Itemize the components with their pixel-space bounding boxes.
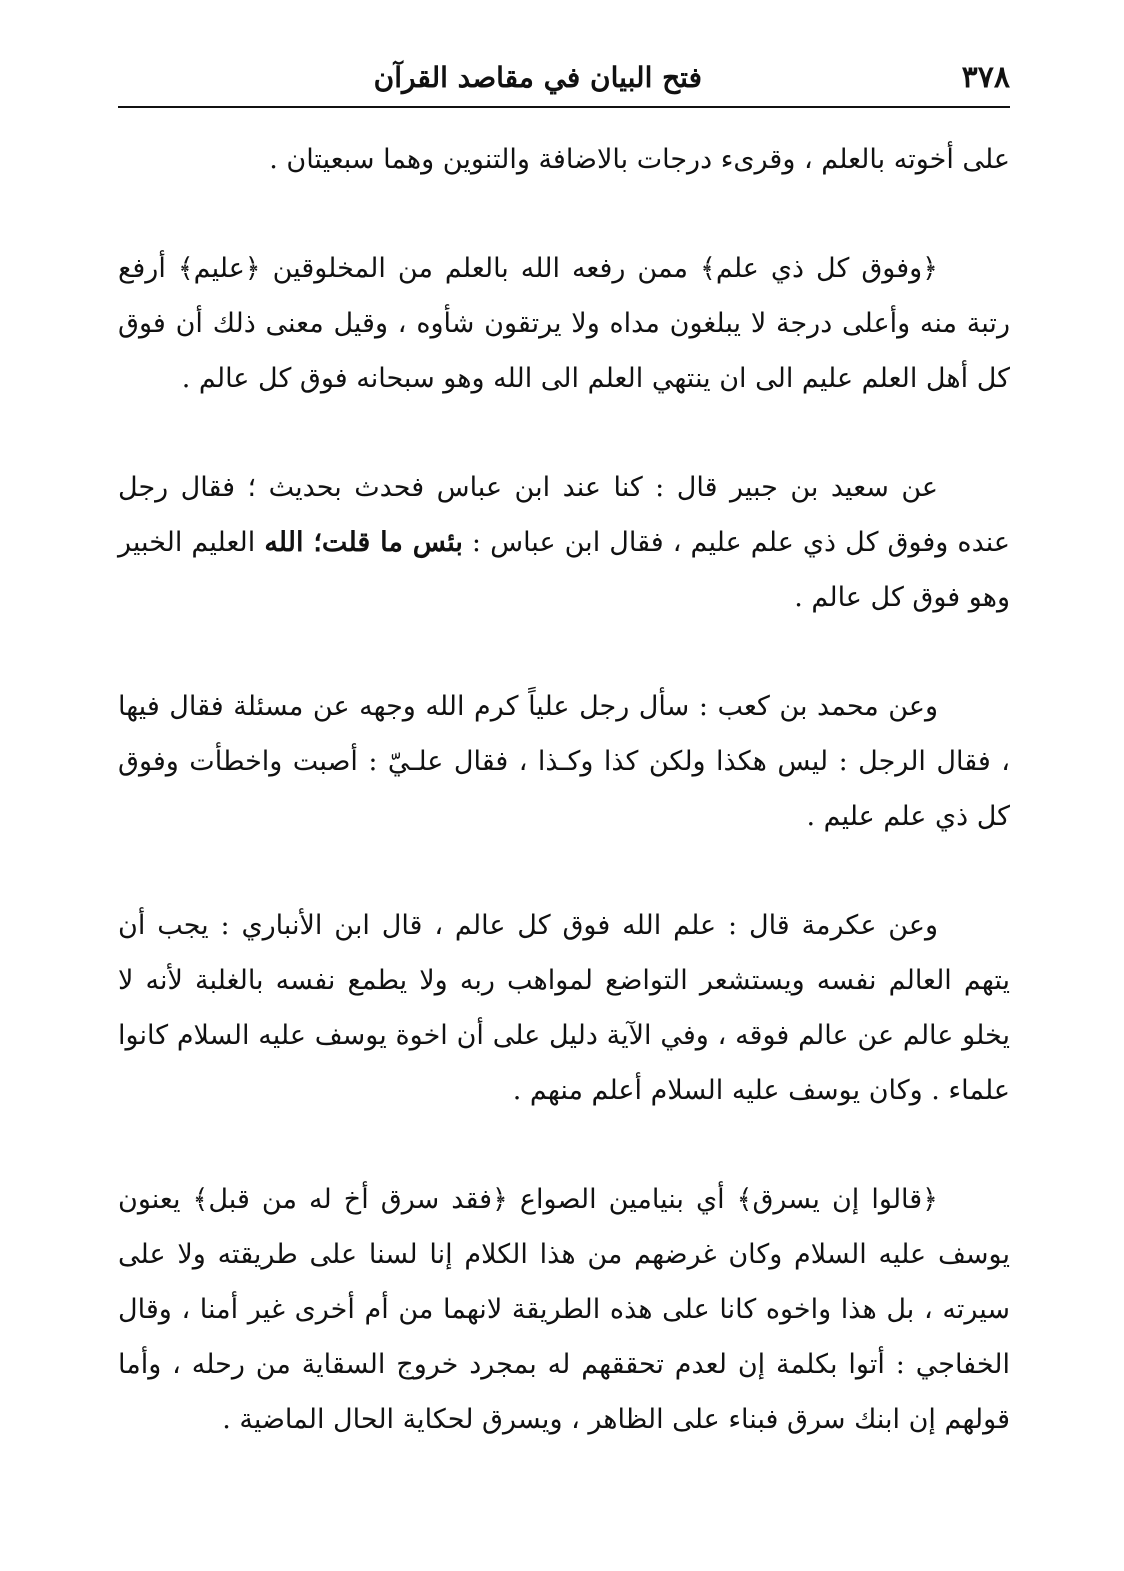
page-header: [118, 58, 1010, 102]
page-number: ٣٧٨: [961, 60, 1010, 95]
paragraph-4: وعن محمد بن كعب : سأل رجل علياً كرم الله وجهه عن مسئلة فقال فيها ، فقال الرجل : ليس هكذا ولكن كذا وكـذا ، فقال علـيّ : أصبت واخطأت وفوق كل ذي علم عليم .: [118, 691, 1010, 832]
paragraph-6: ﴿قالوا إن يسرق﴾ أي بنيامين الصواع ﴿فقد سرق أخ له من قبل﴾ يعنون يوسف عليه السلام وكان غرضهم من هذا الكلام إنا لسنا على طريقته ولا على سيرته ، بل هذا واخوه كانا على هذه الطريقة لانهما من أم أخرى غير أمنا ، وقال الخفاجي : أتوا بكلمة إن لعدم تحققهم له بمجرد خروج السقاية من رحله ، وأما قولهم إن ابنك سرق فبناء على الظاهر ، ويسرق لحكاية الحال الماضية .: [118, 1184, 1010, 1435]
paragraph-2: ﴿وفوق كل ذي علم﴾ ممن رفعه الله بالعلم من المخلوقين ﴿عليم﴾ أرفع رتبة منه وأعلى درجة لا يبلغون مداه ولا يرتقون شأوه ، وقيل معنى ذلك أن فوق كل أهل العلم عليم الى ان ينتهي العلم الى الله وهو سبحانه فوق كل عالم .: [118, 253, 1010, 394]
paragraph-3-text-before: عن سعيد بن جبير قال : كنا عند ابن عباس فحدث بحديث ؛ فقال رجل عنده وفوق كل ذي علم عليم ، فقال ابن عباس :: [118, 472, 1010, 558]
paragraph-3-text-after: العليم الخبير وهو فوق كل عالم .: [118, 527, 1010, 613]
paragraph-5: وعن عكرمة قال : علم الله فوق كل عالم ، قال ابن الأنباري : يجب أن يتهم العالم نفسه ويستشعر التواضع لمواهب ربه ولا يطمع نفسه بالغلبة لأنه لا يخلو عالم عن عالم فوقه ، وفي الآية دليل على أن اخوة يوسف عليه السلام كانوا علماء . وكان يوسف عليه السلام أعلم منهم .: [118, 910, 1010, 1106]
paragraph-3-bold-text: بئس ما قلت؛ الله: [264, 527, 463, 558]
paragraph-1: على أخوته بالعلم ، وقرىء درجات بالاضافة والتنوين وهما سبعيتان .: [269, 144, 1010, 175]
running-title: فتح البيان في مقاصد القرآن: [373, 61, 702, 94]
paragraph-3: [118, 460, 1010, 625]
page-body: [118, 132, 1010, 1501]
header-divider: [118, 106, 1010, 108]
